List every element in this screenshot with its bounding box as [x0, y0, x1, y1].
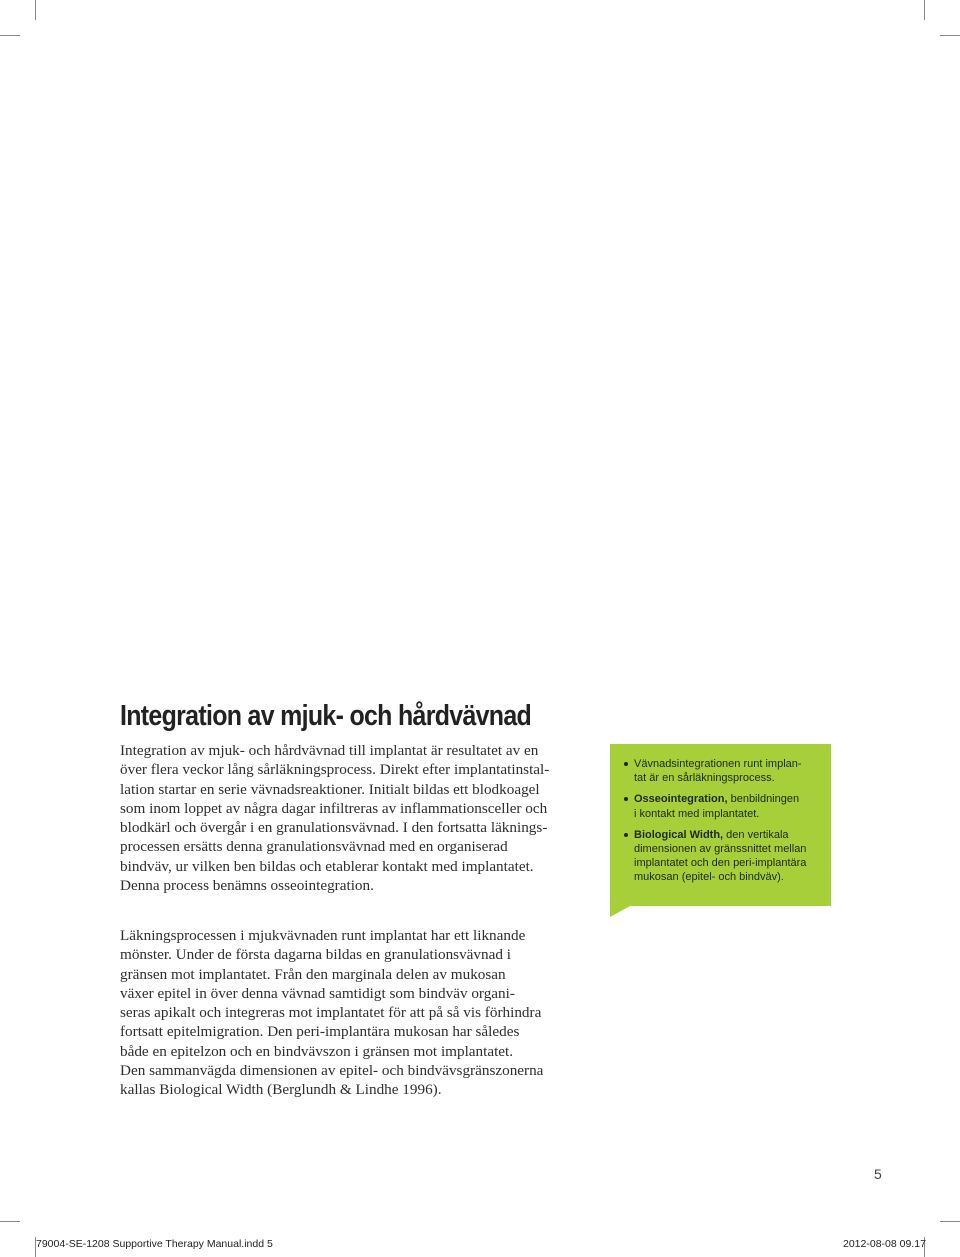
text-line: lation startar en serie vävnadsreaktioner. Initialt bildas ett blodkoagel: [120, 780, 540, 798]
crop-mark: [0, 35, 20, 36]
summary-text: den vertikala: [723, 828, 789, 841]
summary-text: implantatet och den peri-implantära: [634, 857, 807, 870]
summary-text: i kontakt med implantatet.: [634, 807, 760, 820]
text-line: över flera veckor lång sårläkningsprocess. Direkt efter implantatinstal-: [120, 761, 550, 779]
text-line: Den sammanvägda dimensionen av epitel- och bindvävsgränszonerna: [120, 1062, 544, 1080]
summary-text: dimensionen av gränssnittet mellan: [634, 843, 807, 856]
summary-callout-box: [610, 744, 831, 906]
text-line: som inom loppet av några dagar infiltreras av inflammationsceller och: [120, 799, 548, 817]
text-line: processen ersätts denna granulationsvävnad med en organiserad: [120, 838, 508, 856]
crop-mark: [924, 0, 925, 20]
summary-text: tat är en sårläkningsprocess.: [634, 772, 775, 785]
print-slug-filename: 79004-SE-1208 Supportive Therapy Manual.indd 5: [36, 1238, 273, 1250]
callout-tail: [610, 905, 632, 917]
term-biological-width: Biological Width,: [634, 828, 724, 841]
text-line: Läkningsprocessen i mjukvävnaden runt implantat har ett liknande: [120, 927, 526, 944]
crop-mark: [940, 1221, 960, 1222]
text-line: mönster. Under de första dagarna bildas en granulationsvävnad i: [120, 946, 511, 964]
text-line: Denna process benämns osseointegration.: [120, 877, 374, 895]
summary-item: [624, 828, 821, 885]
text-line: seras apikalt och integreras mot implantatet för att på så vis förhindra: [120, 1004, 542, 1022]
text-line: växer epitel in över denna vävnad samtidigt som bindväv organi-: [120, 984, 515, 1002]
summary-text: benbildningen: [727, 793, 800, 806]
crop-mark: [35, 0, 36, 20]
summary-text: [634, 792, 821, 806]
crop-mark: [940, 35, 960, 36]
text-line: gränsen mot implantatet. Från den marginala delen av mukosan: [120, 965, 506, 983]
text-line: fortsatt epitelmigration. Den peri-implantära mukosan har således: [120, 1023, 520, 1041]
page-number: 5: [874, 1166, 882, 1182]
print-slug-datetime: 2012-08-08 09.17: [843, 1238, 926, 1250]
text-line: Integration av mjuk- och hårdvävnad till implantat är resultatet av en: [120, 742, 539, 759]
summary-list: [624, 757, 821, 885]
summary-text: mukosan (epitel- och bindväv).: [634, 871, 784, 884]
text-line: blodkärl och övergår i en granulationsvävnad. I den fortsatta läknings-: [120, 819, 548, 837]
intro-paragraph: [120, 741, 549, 895]
page-title: Integration av mjuk- och hårdvävnad: [120, 700, 532, 732]
soft-tissue-paragraph: [120, 926, 543, 1100]
text-line: kallas Biological Width (Berglundh & Lindhe 1996).: [120, 1081, 442, 1099]
summary-item: [624, 757, 821, 785]
summary-text: Vävnadsintegrationen runt implan-: [634, 758, 802, 770]
summary-text: [634, 828, 821, 842]
text-line: bindväv, ur vilken ben bildas och etablerar kontakt med implantatet.: [120, 857, 534, 875]
text-line: både en epitelzon och en bindvävszon i gränsen mot implantatet.: [120, 1042, 514, 1060]
summary-item: [624, 792, 821, 820]
term-osseointegration: Osseointegration,: [634, 793, 728, 806]
crop-mark: [0, 1221, 20, 1222]
